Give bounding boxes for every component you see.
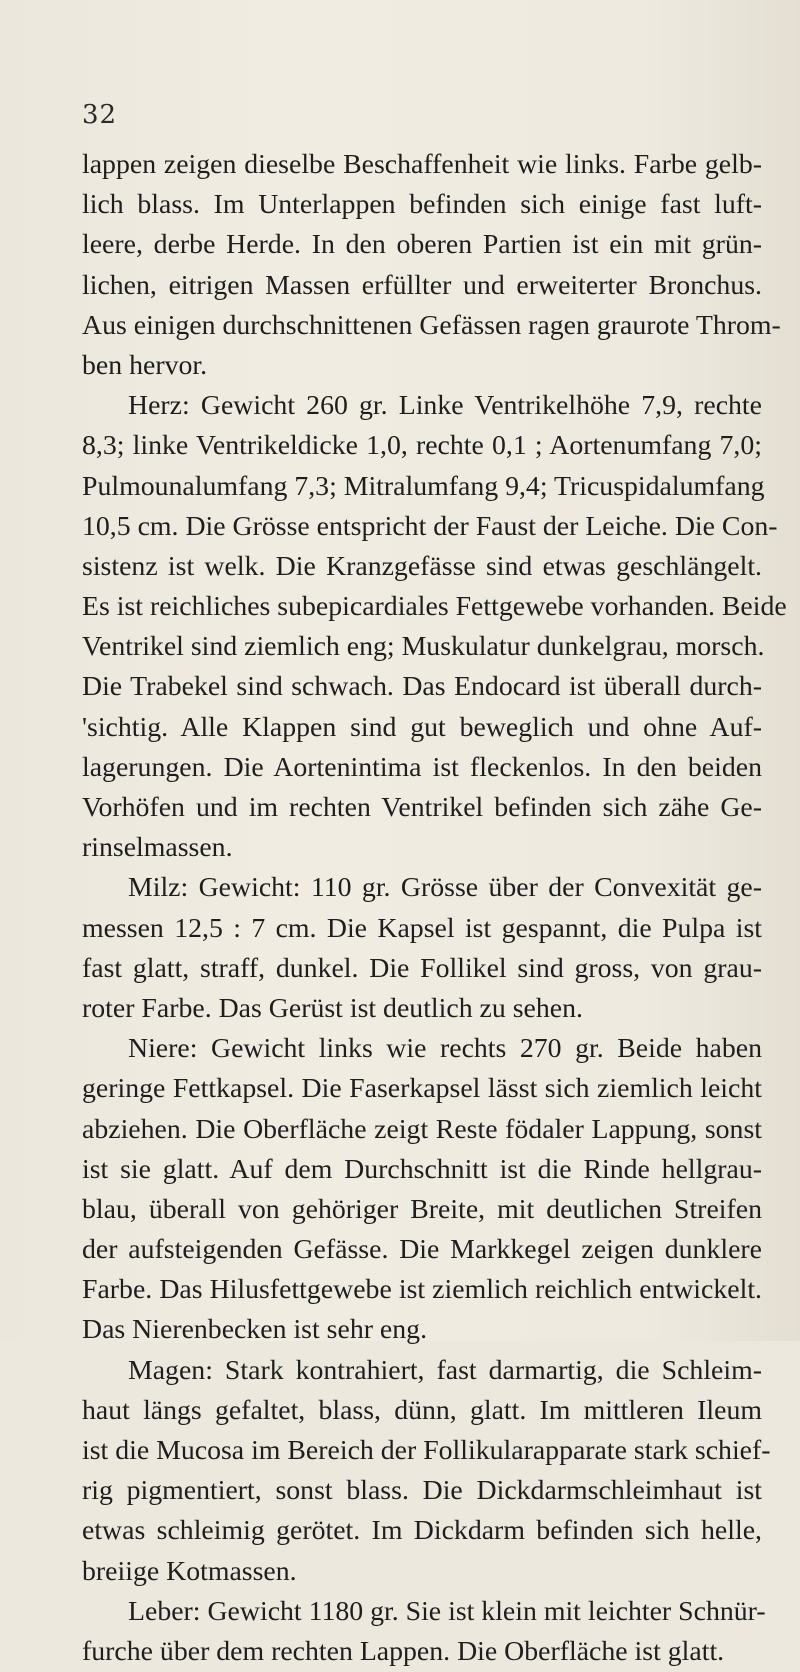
body-text [82,145,787,1672]
text-line: Es ist reichliches subepicardiales Fettgewebe vorhanden. Beide [82,591,787,623]
text-line: etwas schleimig gerötet. Im Dickdarm befinden sich helle, [82,1515,762,1547]
text-line: Herz: Gewicht 260 gr. Linke Ventrikelhöhe 7,9, rechte [128,390,762,422]
paragraph-leber [82,1592,766,1672]
text-line: Leber: Gewicht 1180 gr. Sie ist klein mit leichter Schnür- [128,1595,766,1627]
text-line: leere, derbe Herde. In den oberen Partien ist ein mit grün- [82,229,762,261]
text-line: lappen zeigen dieselbe Beschaffenheit wie links. Farbe gelb- [82,149,762,180]
text-line: furche über dem rechten Lappen. Die Oberfläche ist glatt. [82,1635,725,1667]
text-line: 'sichtig. Alle Klappen sind gut beweglich und ohne Auf- [82,711,762,743]
text-line: Milz: Gewicht: 110 gr. Grösse über der Convexität ge- [128,872,762,904]
text-line: haut längs gefaltet, blass, dünn, glatt. Im mittleren Ileum [82,1394,762,1426]
paragraph-magen [82,1351,771,1592]
text-line: ben hervor. [82,349,208,381]
text-line: lichen, eitrigen Massen erfüllter und erweiterter Bronchus. [82,269,762,301]
text-line: Das Nierenbecken ist sehr eng. [82,1314,428,1346]
paragraph-niere [82,1029,762,1351]
text-line: lich blass. Im Unterlappen befinden sich einige fast luft- [82,189,762,221]
text-line: Farbe. Das Hilusfettgewebe ist ziemlich reichlich entwickelt. [82,1274,762,1306]
text-line: 10,5 cm. Die Grösse entspricht der Faust der Leiche. Die Con- [82,510,778,542]
text-line: fast glatt, straff, dunkel. Die Follikel sind gross, von grau- [82,952,762,984]
text-line: rinselmassen. [82,832,233,864]
text-line: der aufsteigenden Gefässe. Die Markkegel zeigen dunklere [82,1234,762,1266]
text-line: Pulmounalumfang 7,3; Mitralumfang 9,4; Tricuspidalumfang [82,470,765,502]
text-line: ist die Mucosa im Bereich der Follikularapparate stark schief- [82,1435,771,1466]
text-line: blau, überall von gehöriger Breite, mit deutlichen Streifen [82,1193,762,1225]
text-line: breiige Kotmassen. [82,1555,297,1587]
text-line: Aus einigen durchschnittenen Gefässen ragen graurote Throm- [82,309,781,341]
text-line: messen 12,5 : 7 cm. Die Kapsel ist gespannt, die Pulpa ist [82,912,762,944]
paragraph-lung-continuation [82,145,781,386]
text-line: Vorhöfen und im rechten Ventrikel befinden sich zähe Ge- [82,792,762,823]
text-line: ist sie glatt. Auf dem Durchschnitt ist die Rinde hellgrau- [82,1153,762,1185]
text-line: Magen: Stark kontrahiert, fast darmartig, die Schleim- [128,1354,762,1386]
text-line: roter Farbe. Das Gerüst ist deutlich zu sehen. [82,992,583,1024]
text-line: rig pigmentiert, sonst blass. Die Dickdarmschleimhaut ist [82,1475,762,1507]
paragraph-milz [82,868,762,1029]
text-line: geringe Fettkapsel. Die Faserkapsel lässt sich ziemlich leicht [82,1073,762,1105]
text-line: Ventrikel sind ziemlich eng; Muskulatur dunkelgrau, morsch. [82,631,765,663]
text-line: Niere: Gewicht links wie rechts 270 gr. Beide haben [128,1033,762,1065]
text-line: sistenz ist welk. Die Kranzgefässe sind etwas geschlängelt. [82,550,762,582]
page-number: 32 [82,100,118,130]
text-line: abziehen. Die Oberfläche zeigt Reste födaler Lappung, sonst [82,1113,762,1145]
text-line: 8,3; linke Ventrikeldicke 1,0, rechte 0,1 ; Aortenumfang 7,0; [82,430,762,462]
text-line: Die Trabekel sind schwach. Das Endocard ist überall durch- [82,671,762,703]
paragraph-herz [82,386,787,868]
text-line: lagerungen. Die Aortenintima ist fleckenlos. In den beiden [82,751,762,783]
